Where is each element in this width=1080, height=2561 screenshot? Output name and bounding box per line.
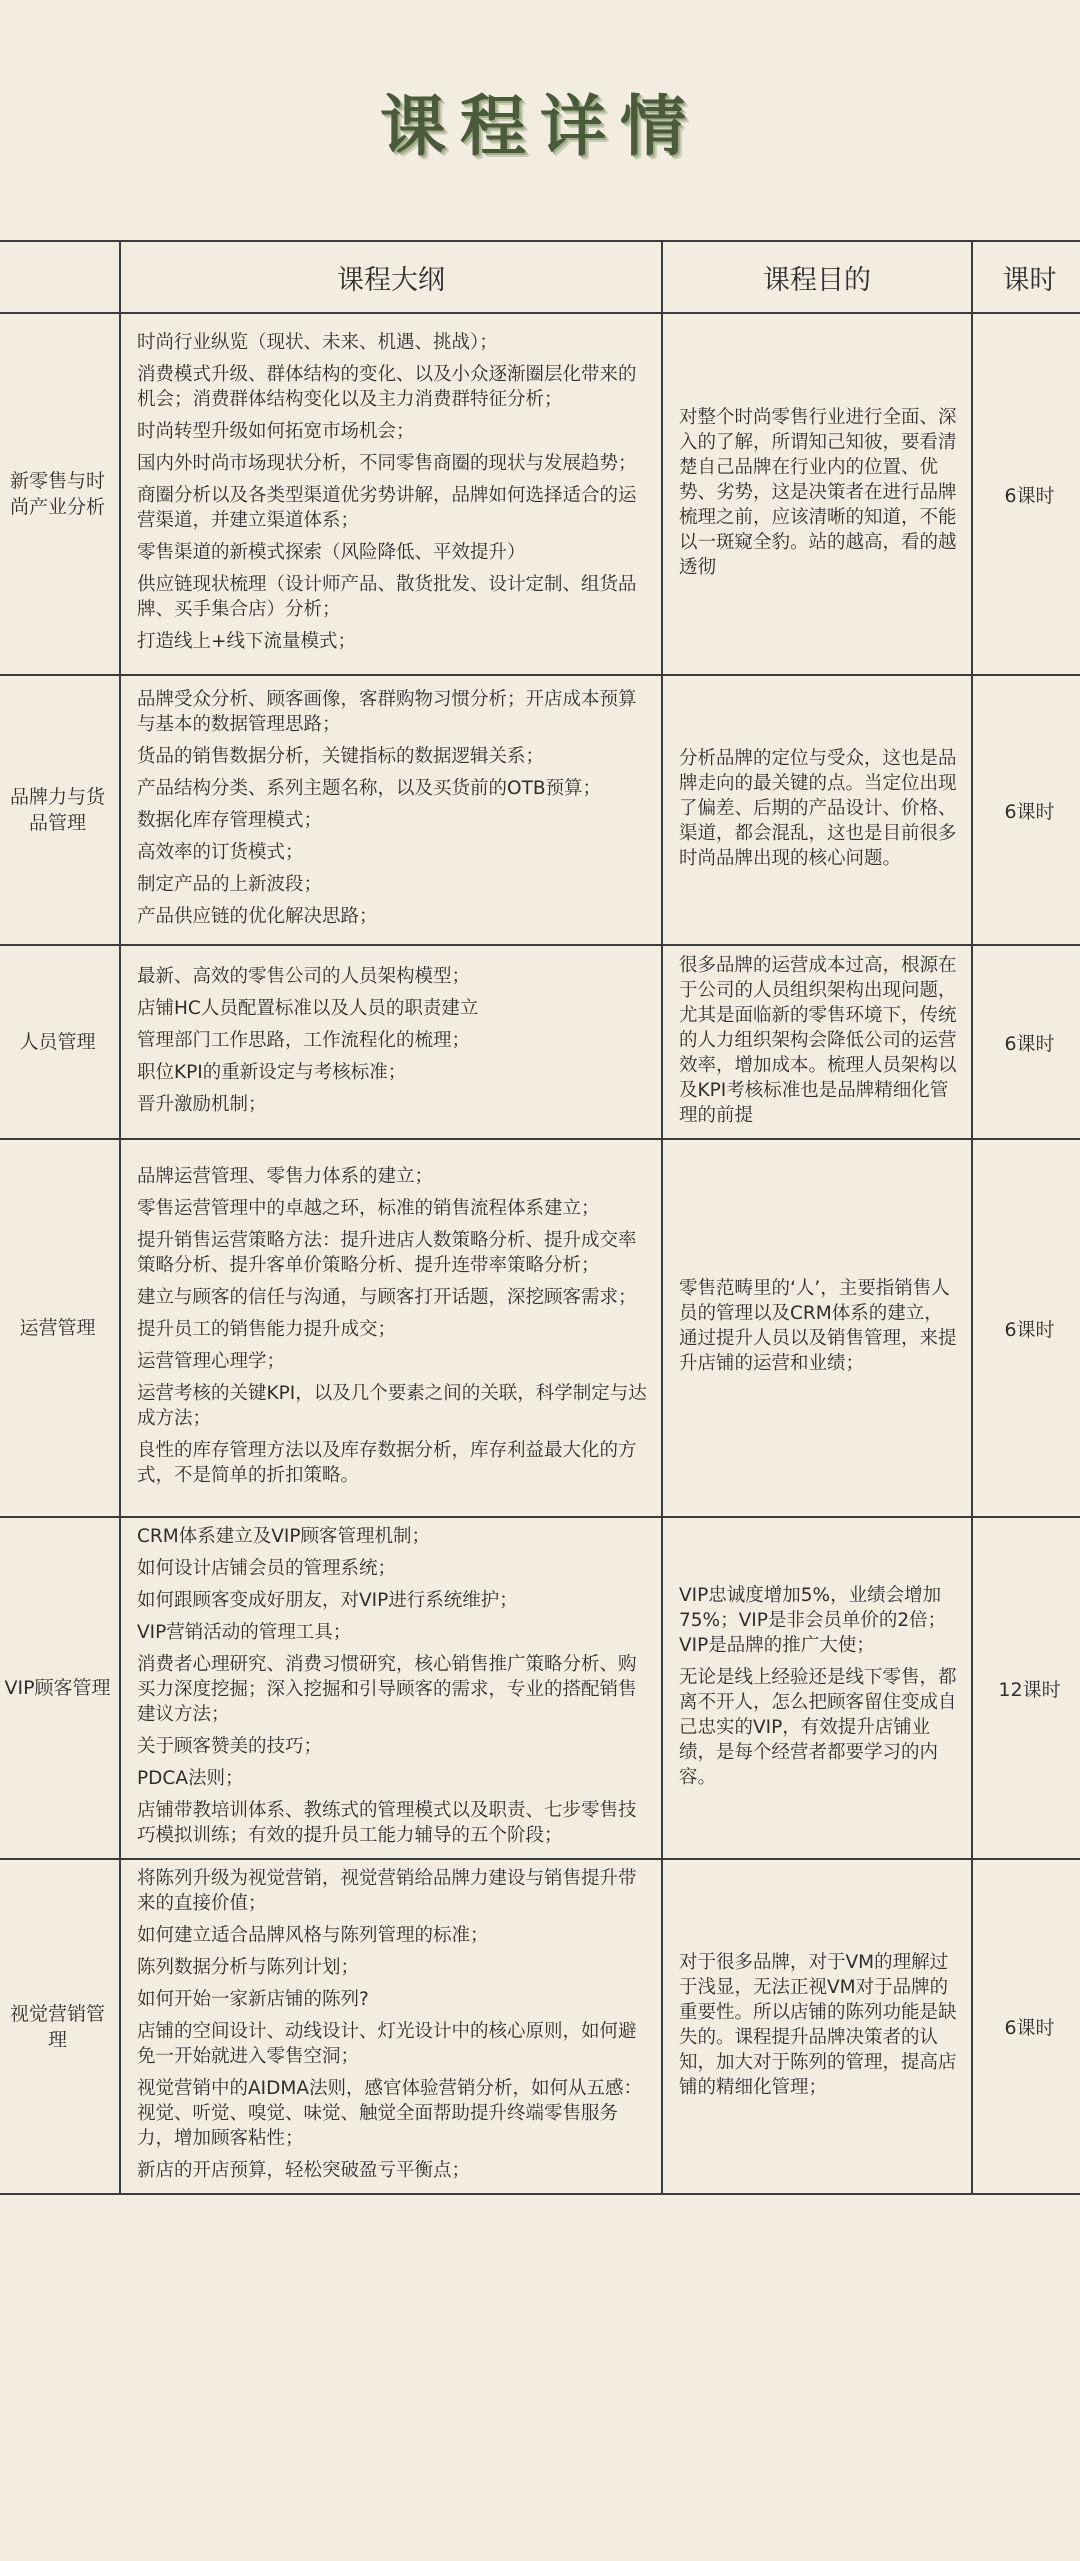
outline-item: 提升员工的销售能力提升成交； [137, 1319, 397, 1340]
outline-item: 品牌受众分析、顾客画像，客群购物习惯分析；开店成本预算与基本的数据管理思路； [137, 689, 637, 735]
goal-cell [662, 1517, 972, 1859]
outline-item: 良性的库存管理方法以及库存数据分析，库存利益最大化的方式，不是简单的折扣策略。 [137, 1440, 637, 1486]
goal-paragraph: 无论是线上经验还是线下零售，都离不开人，怎么把顾客留住变成自己忠实的VIP，有效提升店铺业绩，是每个经营者都要学习的内容。 [679, 1666, 957, 1788]
module-name: VIP顾客管理 [0, 1517, 120, 1859]
table-row [0, 945, 1080, 1139]
table-header-row [0, 241, 1080, 313]
outline-item: 店铺HC人员配置标准以及人员的职责建立 [137, 997, 479, 1019]
outline-cell [120, 1517, 662, 1859]
module-name: 新零售与时尚产业分析 [0, 313, 120, 675]
outline-item: 如何开始一家新店铺的陈列? [137, 1989, 369, 2010]
outline-item: 供应链现状梳理（设计师产品、散货批发、设计定制、组货品牌、买手集合店）分析； [137, 574, 637, 620]
goal-cell [662, 675, 972, 945]
outline-item: 建立与顾客的信任与沟通，与顾客打开话题，深挖顾客需求； [137, 1287, 637, 1308]
outline-item: VIP营销活动的管理工具； [137, 1622, 352, 1643]
outline-item: 运营管理心理学； [137, 1351, 286, 1372]
outline-item: 店铺带教培训体系、教练式的管理模式以及职责、七步零售技巧模拟训练；有效的提升员工能力辅导的五个阶段； [137, 1800, 637, 1846]
outline-item: 提升销售运营策略方法：提升进店人数策略分析、提升成交率策略分析、提升客单价策略分析、提升连带率策略分析； [137, 1230, 637, 1276]
goal-paragraph: 分析品牌的定位与受众，这也是品牌走向的最关键的点。当定位出现了偏差、后期的产品设计、价格、渠道，都会混乱，这也是目前很多时尚品牌出现的核心问题。 [679, 747, 957, 869]
goal-paragraph: 零售范畴里的‘人’，主要指销售人员的管理以及CRM体系的建立，通过提升人员以及销售管理，来提升店铺的运营和业绩； [679, 1278, 957, 1374]
outline-item: 运营考核的关键KPI，以及几个要素之间的关联，科学制定与达成方法； [137, 1383, 647, 1429]
outline-item: 如何建立适合品牌风格与陈列管理的标准； [137, 1925, 489, 1946]
outline-item: 时尚转型升级如何拓宽市场机会； [137, 421, 415, 442]
outline-item: 商圈分析以及各类型渠道优劣势讲解，品牌如何选择适合的运营渠道，并建立渠道体系； [137, 485, 637, 531]
header-hours: 课时 [972, 241, 1080, 313]
outline-item: 制定产品的上新波段； [137, 874, 323, 895]
goal-cell [662, 313, 972, 675]
module-name: 运营管理 [0, 1139, 120, 1517]
outline-item: 时尚行业纵览（现状、未来、机遇、挑战）； [137, 332, 498, 353]
goal-paragraph: 对于很多品牌，对于VM的理解过于浅显，无法正视VM对于品牌的重要性。所以店铺的陈列功能是缺失的。课程提升品牌决策者的认知，加大对于陈列的管理，提高店铺的精细化管理； [679, 1951, 957, 2098]
table-row [0, 1139, 1080, 1517]
table-row [0, 1859, 1080, 2194]
page-title: 课程详情 [380, 87, 700, 165]
outline-item: 高效率的订货模式； [137, 842, 304, 863]
course-table [0, 240, 1080, 2195]
outline-item: 管理部门工作思路，工作流程化的梳理； [137, 1029, 471, 1051]
outline-item: 视觉营销中的AIDMA法则，感官体验营销分析，如何从五感：视觉、听觉、嗅觉、味觉、触觉全面帮助提升终端零售服务力，增加顾客粘性； [137, 2078, 642, 2149]
outline-item: 职位KPI的重新设定与考核标准； [137, 1061, 407, 1083]
outline-item: 货品的销售数据分析，关键指标的数据逻辑关系； [137, 746, 545, 767]
header-outline: 课程大纲 [120, 241, 662, 313]
outline-item: 零售运营管理中的卓越之环，标准的销售流程体系建立； [137, 1198, 600, 1219]
hours-cell: 12课时 [972, 1517, 1080, 1859]
hours-cell: 6课时 [972, 1859, 1080, 2194]
outline-item: 将陈列升级为视觉营销，视觉营销给品牌力建设与销售提升带来的直接价值； [137, 1868, 637, 1914]
outline-item: 如何跟顾客变成好朋友，对VIP进行系统维护； [137, 1590, 518, 1611]
goal-paragraph: 很多品牌的运营成本过高，根源在于公司的人员组织架构出现问题，尤其是面临新的零售环境下，传统的人力组织架构会降低公司的运营效率，增加成本。梳理人员架构以及KPI考核标准也是品牌精细化管理的前提 [679, 954, 957, 1126]
outline-item: 国内外时尚市场现状分析，不同零售商圈的现状与发展趋势； [137, 453, 637, 474]
outline-item: 产品结构分类、系列主题名称，以及买货前的OTB预算； [137, 778, 602, 799]
goal-cell [662, 1139, 972, 1517]
outline-item: 晋升激励机制； [137, 1093, 267, 1115]
hours-cell: 6课时 [972, 945, 1080, 1139]
outline-item: 最新、高效的零售公司的人员架构模型； [137, 965, 471, 987]
module-name: 视觉营销管理 [0, 1859, 120, 2194]
outline-item: 数据化库存管理模式； [137, 810, 323, 831]
outline-item: CRM体系建立及VIP顾客管理机制； [137, 1526, 431, 1547]
header-module [0, 241, 120, 313]
outline-item: 店铺的空间设计、动线设计、灯光设计中的核心原则，如何避免一开始就进入零售空洞； [137, 2021, 637, 2067]
module-name: 品牌力与货品管理 [0, 675, 120, 945]
table-row [0, 313, 1080, 675]
header-goal: 课程目的 [662, 241, 972, 313]
hours-cell: 6课时 [972, 313, 1080, 675]
outline-cell [120, 945, 662, 1139]
outline-item: 关于顾客赞美的技巧； [137, 1736, 323, 1757]
outline-cell [120, 1139, 662, 1517]
goal-cell [662, 1859, 972, 2194]
outline-item: 消费模式升级、群体结构的变化、以及小众逐渐圈层化带来的机会；消费群体结构变化以及主力消费群特征分析； [137, 364, 637, 410]
hours-cell: 6课时 [972, 1139, 1080, 1517]
outline-item: 消费者心理研究、消费习惯研究，核心销售推广策略分析、购买力深度挖掘；深入挖掘和引导顾客的需求，专业的搭配销售建议方法； [137, 1654, 637, 1725]
outline-item: 零售渠道的新模式探索（风险降低、平效提升） [137, 542, 526, 563]
outline-cell [120, 1859, 662, 2194]
outline-item: 如何设计店铺会员的管理系统； [137, 1558, 397, 1579]
outline-cell [120, 313, 662, 675]
goal-cell [662, 945, 972, 1139]
outline-item: 产品供应链的优化解决思路； [137, 906, 378, 927]
goal-paragraph: 对整个时尚零售行业进行全面、深入的了解，所谓知己知彼，要看清楚自己品牌在行业内的位置、优势、劣势，这是决策者在进行品牌梳理之前，应该清晰的知道，不能以一斑窥全豹。站的越高，看的越透彻 [679, 406, 957, 578]
goal-paragraph: VIP忠诚度增加5%，业绩会增加75%；VIP是非会员单价的2倍；VIP是品牌的推广大使； [679, 1584, 947, 1656]
outline-item: 新店的开店预算，轻松突破盈亏平衡点； [137, 2160, 471, 2181]
outline-item: 打造线上+线下流量模式； [137, 631, 357, 652]
outline-item: PDCA法则； [137, 1768, 244, 1789]
table-row [0, 1517, 1080, 1859]
outline-cell [120, 675, 662, 945]
outline-item: 陈列数据分析与陈列计划； [137, 1957, 360, 1978]
hours-cell: 6课时 [972, 675, 1080, 945]
outline-item: 品牌运营管理、零售力体系的建立； [137, 1166, 434, 1187]
table-row [0, 675, 1080, 945]
module-name: 人员管理 [0, 945, 120, 1139]
